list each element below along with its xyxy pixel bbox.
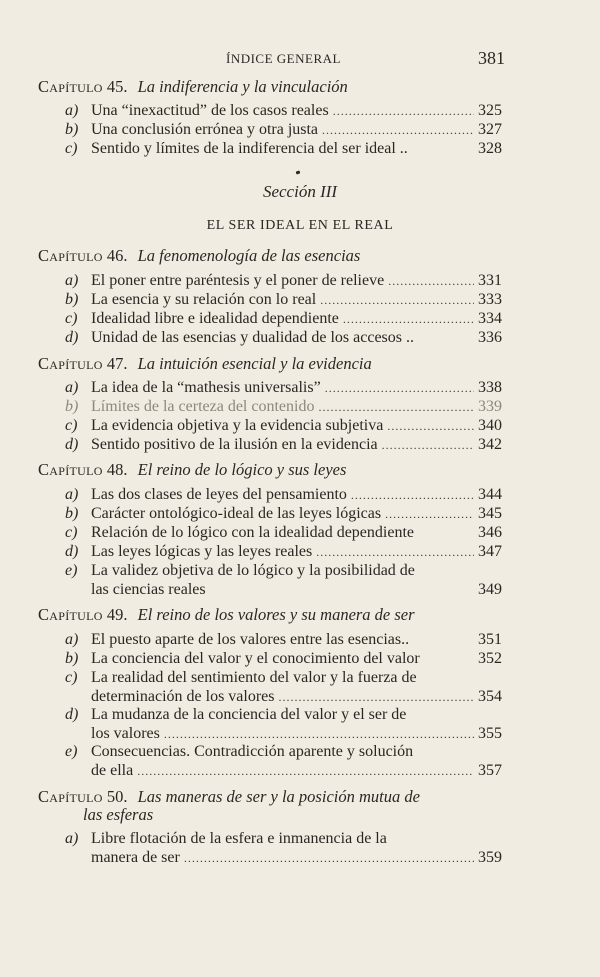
leader-dots <box>325 379 474 398</box>
entry-page: 327 <box>478 121 502 138</box>
entry-text: Una conclusión errónea y otra justa <box>91 121 319 138</box>
toc-entry <box>65 561 502 599</box>
entry-letter: b) <box>65 398 79 415</box>
leader-dots <box>388 272 474 291</box>
entry-letter: a) <box>65 486 79 503</box>
chapter-title: La indiferencia y la vinculación <box>137 77 348 96</box>
entry-page: 355 <box>478 725 502 742</box>
toc-entry <box>65 416 502 436</box>
leader-dots <box>351 486 474 505</box>
leader-dots <box>387 417 474 436</box>
entry-page: 347 <box>478 543 502 560</box>
chapter-number: 50. <box>106 787 128 806</box>
chapter-label: Capítulo <box>38 460 103 479</box>
entry-page: 357 <box>478 762 502 779</box>
entry-letter: e) <box>65 562 78 579</box>
toc-entry <box>65 435 502 455</box>
entry-text: Carácter ontológico-ideal de las leyes lógicas <box>91 505 382 522</box>
chapter-number: 47. <box>106 354 128 373</box>
entry-letter: c) <box>65 669 78 686</box>
entry-letter: d) <box>65 436 79 453</box>
entry-text: La mudanza de la conciencia del valor y el ser de <box>91 706 407 723</box>
chapter-label: Capítulo <box>38 246 103 265</box>
leader-dots <box>137 762 474 781</box>
leader-dots <box>322 121 474 140</box>
chapter-46-heading <box>38 246 468 266</box>
chapter-number: 46. <box>106 246 128 265</box>
toc-entry <box>65 829 502 868</box>
chapter-label: Capítulo <box>38 605 103 624</box>
entry-text: La realidad del sentimiento del valor y la fuerza de <box>91 669 417 686</box>
toc-entry <box>65 504 502 524</box>
chapter-number: 45. <box>106 77 128 96</box>
entry-text: La validez objetiva de lo lógico y la posibilidad de <box>91 562 415 579</box>
page-number: 381 <box>478 48 505 68</box>
entry-page: 333 <box>478 291 502 308</box>
toc-entry <box>65 120 502 140</box>
entry-letter: b) <box>65 291 79 308</box>
section-subtitle: EL SER IDEAL EN EL REAL <box>206 218 394 233</box>
leader-dots <box>333 102 474 121</box>
entry-text: Libre flotación de la esfera e inmanencia de la <box>91 830 387 847</box>
toc-entry <box>65 542 502 562</box>
entry-text: La conciencia del valor y el conocimiento del valor <box>91 650 420 667</box>
entry-letter: d) <box>65 543 79 560</box>
chapter-title: El reino de los valores y su manera de ser <box>137 605 415 624</box>
entry-letter: c) <box>65 524 78 541</box>
entry-page: 359 <box>478 849 502 866</box>
chapter-49-heading <box>38 605 468 625</box>
entry-text: Límites de la certeza del contenido <box>91 398 315 415</box>
entry-text: Unidad de las esencias y dualidad de los accesos .. <box>91 329 415 346</box>
chapter-title: El reino de lo lógico y sus leyes <box>137 460 347 479</box>
toc-entry <box>65 705 502 744</box>
toc-entry <box>65 742 502 781</box>
entry-letter: b) <box>65 121 79 138</box>
entry-text: Idealidad libre e idealidad dependiente <box>91 310 339 327</box>
entry-letter: a) <box>65 830 79 847</box>
section-title: Sección III <box>262 182 338 201</box>
ornament-mark <box>296 170 301 174</box>
entry-text-continued: determinación de los valores <box>91 688 275 705</box>
leader-dots <box>343 310 474 329</box>
toc-entry <box>65 139 502 158</box>
entry-text: La evidencia objetiva y la evidencia subjetiva <box>91 417 384 434</box>
chapter-number: 49. <box>106 605 128 624</box>
leader-dots <box>184 849 474 868</box>
entry-page: 325 <box>478 102 502 119</box>
entry-text: La esencia y su relación con lo real <box>91 291 317 308</box>
entry-text: Sentido positivo de la ilusión en la evidencia <box>91 436 378 453</box>
entry-page: 336 <box>478 329 502 346</box>
toc-entry <box>65 328 502 347</box>
toc-entry <box>65 378 502 398</box>
entry-letter: b) <box>65 650 79 667</box>
entry-page: 338 <box>478 379 502 396</box>
leader-dots <box>320 291 474 310</box>
entry-page: 349 <box>478 581 502 598</box>
entry-page: 354 <box>478 688 502 705</box>
chapter-label: Capítulo <box>38 787 103 806</box>
entry-page: 351 <box>478 631 502 648</box>
entry-page: 346 <box>478 524 502 541</box>
chapter-number: 48. <box>106 460 128 479</box>
chapter-50-heading <box>38 787 468 807</box>
leader-dots <box>382 436 474 455</box>
entry-text: Consecuencias. Contradicción aparente y solución <box>91 743 414 760</box>
toc-entry <box>65 485 502 505</box>
toc-entry <box>65 290 502 310</box>
entry-page: 339 <box>478 398 502 415</box>
entry-text: El poner entre paréntesis y el poner de relieve <box>91 272 385 289</box>
entry-text: Una “inexactitud” de los casos reales <box>91 102 329 119</box>
entry-text: Las leyes lógicas y las leyes reales <box>91 543 313 560</box>
entry-text-continued: los valores <box>91 725 160 742</box>
chapter-title: Las maneras de ser y la posición mutua de <box>137 787 420 806</box>
toc-entry <box>65 309 502 329</box>
chapter-47-heading <box>38 354 468 374</box>
entry-letter: a) <box>65 272 79 289</box>
entry-letter: c) <box>65 140 78 157</box>
running-head: ÍNDICE GENERAL <box>226 51 341 66</box>
entry-page: 344 <box>478 486 502 503</box>
toc-entry <box>65 630 502 649</box>
entry-text: Relación de lo lógico con la idealidad dependiente <box>91 524 414 541</box>
entry-page: 334 <box>478 310 502 327</box>
toc-entry <box>65 397 502 417</box>
leader-dots <box>318 398 474 417</box>
entry-letter: d) <box>65 329 79 346</box>
chapter-48-heading <box>38 460 468 480</box>
chapter-label: Capítulo <box>38 354 103 373</box>
entry-text: Las dos clases de leyes del pensamiento <box>91 486 347 503</box>
entry-page: 328 <box>478 140 502 157</box>
entry-letter: c) <box>65 310 78 327</box>
entry-page: 331 <box>478 272 502 289</box>
toc-entry <box>65 101 502 121</box>
chapter-title: La intuición esencial y la evidencia <box>137 354 372 373</box>
entry-letter: a) <box>65 631 79 648</box>
entry-letter: c) <box>65 417 78 434</box>
entry-text-continued: las ciencias reales <box>91 581 206 598</box>
toc-entry <box>65 649 502 668</box>
chapter-label: Capítulo <box>38 77 103 96</box>
entry-letter: b) <box>65 505 79 522</box>
page-header <box>0 48 600 72</box>
entry-letter: d) <box>65 706 79 723</box>
toc-entry <box>65 271 502 291</box>
entry-page: 352 <box>478 650 502 667</box>
leader-dots <box>316 543 474 562</box>
entry-text: La idea de la “mathesis universalis” <box>91 379 321 396</box>
entry-page: 345 <box>478 505 502 522</box>
entry-text-continued: manera de ser <box>91 849 180 866</box>
toc-entry <box>65 668 502 707</box>
entry-letter: a) <box>65 102 79 119</box>
entry-page: 340 <box>478 417 502 434</box>
entry-page: 342 <box>478 436 502 453</box>
chapter-50-heading-continued <box>83 805 513 825</box>
entry-letter: a) <box>65 379 79 396</box>
chapter-45-heading <box>38 77 468 97</box>
chapter-title: La fenomenología de las esencias <box>137 246 361 265</box>
chapter-title-continued: las esferas <box>83 805 154 824</box>
toc-entry <box>65 523 502 542</box>
entry-text: Sentido y límites de la indiferencia del ser ideal .. <box>91 140 408 157</box>
entry-letter: e) <box>65 743 78 760</box>
leader-dots <box>385 505 474 524</box>
entry-text: El puesto aparte de los valores entre las esencias.. <box>91 631 410 648</box>
entry-text-continued: de ella <box>91 762 134 779</box>
